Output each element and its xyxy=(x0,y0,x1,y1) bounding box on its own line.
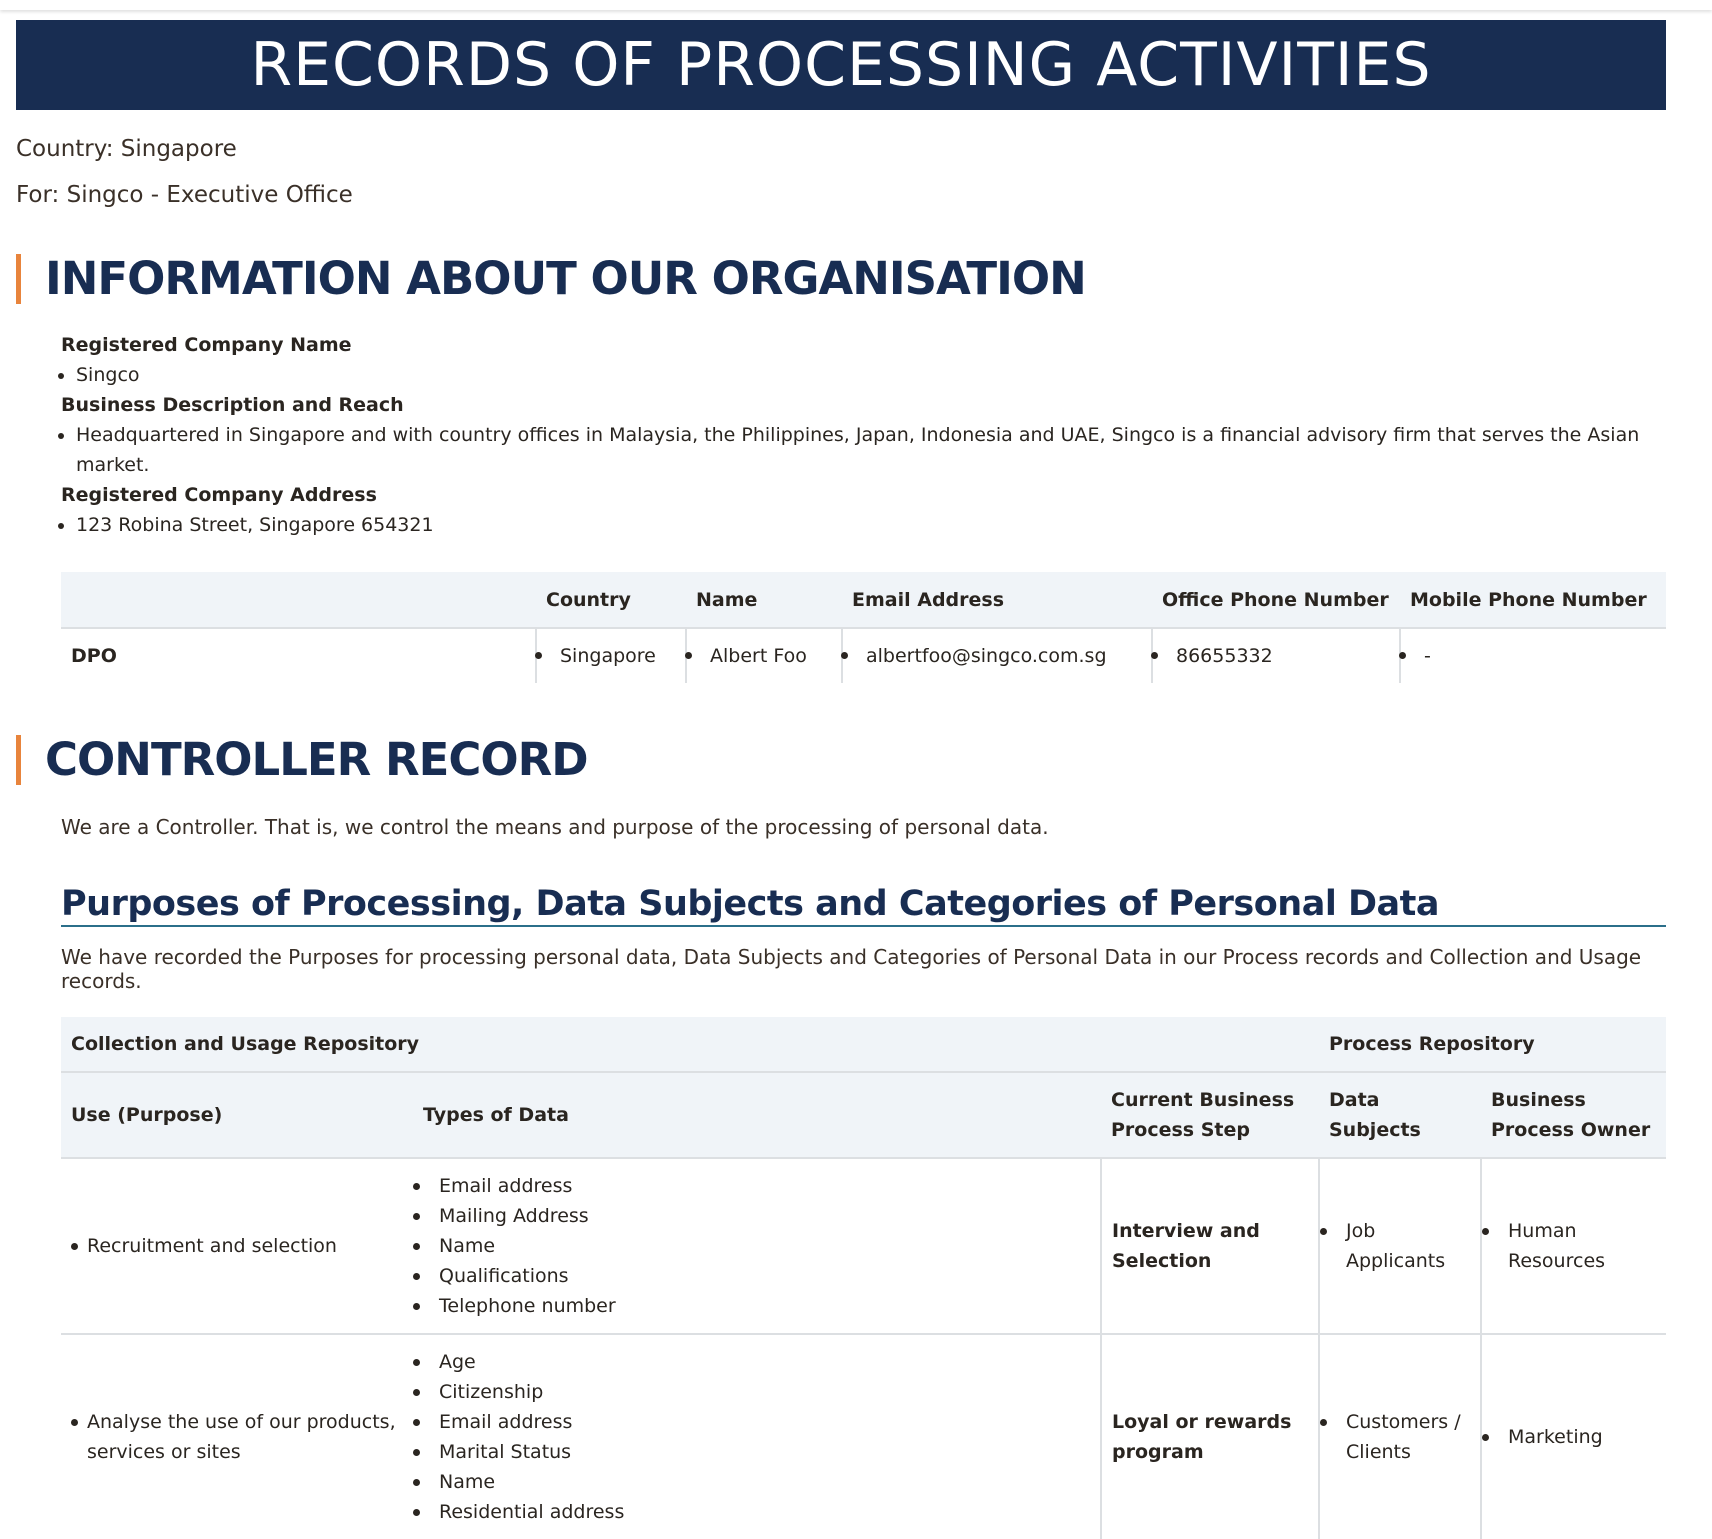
dpo-table-header-row xyxy=(61,572,1666,628)
business-process-step-header: Current Business Process Step xyxy=(1101,1072,1319,1158)
use-value: Recruitment and selection xyxy=(71,1231,403,1261)
collection-repository-header: Collection and Usage Repository xyxy=(61,1017,1319,1072)
dpo-header-mobile-phone: Mobile Phone Number xyxy=(1400,572,1666,628)
dpo-email-cell xyxy=(842,628,1152,683)
company-name-value: • Singco xyxy=(76,360,1666,390)
for-line: For: Singco - Executive Office xyxy=(16,182,353,208)
page-title: RECORDS OF PROCESSING ACTIVITIES xyxy=(250,30,1432,100)
data-type-item: Age xyxy=(423,1347,1090,1377)
data-type-item: Marital Status xyxy=(423,1437,1090,1467)
company-address-list xyxy=(46,510,1666,540)
data-type-item: Email address xyxy=(423,1407,1090,1437)
dpo-table xyxy=(61,572,1666,683)
dpo-header-email: Email Address xyxy=(842,572,1152,628)
dpo-office-phone-value: 86655332 xyxy=(1176,645,1273,667)
use-cell xyxy=(61,1334,413,1539)
data-type-item: Qualifications xyxy=(423,1261,1090,1291)
table-row xyxy=(61,1158,1666,1334)
dpo-header-office-phone: Office Phone Number xyxy=(1152,572,1400,628)
document-page xyxy=(16,20,1666,1539)
company-address-value: • 123 Robina Street, Singapore 654321 xyxy=(76,510,1666,540)
table-row xyxy=(61,1334,1666,1539)
purposes-table xyxy=(61,1017,1666,1539)
controller-intro: We are a Controller. That is, we control the means and purpose of the processing of personal data. xyxy=(61,815,1049,839)
process-repository-header: Process Repository xyxy=(1319,1017,1666,1072)
business-process-step-cell: Interview and Selection xyxy=(1101,1158,1319,1334)
data-subject-item: Customers / Clients xyxy=(1330,1407,1470,1467)
dpo-header-empty xyxy=(61,572,536,628)
data-type-item: Citizenship xyxy=(423,1377,1090,1407)
business-process-owner-cell xyxy=(1481,1158,1666,1334)
data-type-item: Telephone number xyxy=(423,1291,1090,1321)
types-cell xyxy=(413,1334,1101,1539)
data-subjects-cell xyxy=(1319,1158,1481,1334)
data-subjects-cell xyxy=(1319,1334,1481,1539)
browser-top-edge xyxy=(0,0,1712,10)
data-type-item: Name xyxy=(423,1231,1090,1261)
business-description-label: Business Description and Reach xyxy=(61,394,404,416)
company-address-label: Registered Company Address xyxy=(61,484,377,506)
dpo-country-cell xyxy=(536,628,686,683)
data-subjects-header: Data Subjects xyxy=(1319,1072,1481,1158)
company-name-label: Registered Company Name xyxy=(61,334,352,356)
country-line: Country: Singapore xyxy=(16,136,237,162)
dpo-mobile-phone-cell xyxy=(1400,628,1666,683)
purposes-column-header-row xyxy=(61,1072,1666,1158)
dpo-email-value: albertfoo@singco.com.sg xyxy=(866,645,1107,667)
dpo-country-value: Singapore xyxy=(560,645,656,667)
business-description-list xyxy=(46,420,1666,480)
process-owner-item: Marketing xyxy=(1492,1422,1656,1452)
controller-section-heading: CONTROLLER RECORD xyxy=(16,735,1666,785)
dpo-name-value: Albert Foo xyxy=(710,645,807,667)
purposes-intro: We have recorded the Purposes for processing personal data, Data Subjects and Categories of Personal Data in our Process records and Collection and Usage records. xyxy=(61,945,1642,993)
dpo-header-country: Country xyxy=(536,572,686,628)
purposes-group-header-row xyxy=(61,1017,1666,1072)
business-process-step-cell: Loyal or rewards program xyxy=(1101,1334,1319,1539)
dpo-name-cell xyxy=(686,628,842,683)
data-type-item: Residential address xyxy=(423,1497,1090,1527)
use-cell xyxy=(61,1158,413,1334)
use-value: Analyse the use of our products, services or sites xyxy=(71,1407,403,1467)
purposes-heading: Purposes of Processing, Data Subjects and Categories of Personal Data xyxy=(61,883,1666,927)
org-info xyxy=(61,330,1666,540)
dpo-header-name: Name xyxy=(686,572,842,628)
title-banner xyxy=(16,20,1666,110)
business-description-value: • Headquartered in Singapore and with country offices in Malaysia, the Philippines, Japan, Indonesia and UAE, Singco is a financial advisory firm that serves the Asian market. xyxy=(76,420,1666,480)
data-type-item: Email address xyxy=(423,1171,1090,1201)
business-process-owner-header: Business Process Owner xyxy=(1481,1072,1666,1158)
use-purpose-header: Use (Purpose) xyxy=(61,1072,413,1158)
table-row xyxy=(61,628,1666,683)
dpo-role-cell: DPO xyxy=(71,645,117,667)
data-subject-item: Job Applicants xyxy=(1330,1216,1470,1276)
dpo-mobile-phone-value: - xyxy=(1424,645,1431,667)
business-process-owner-cell xyxy=(1481,1334,1666,1539)
org-section-heading: INFORMATION ABOUT OUR ORGANISATION xyxy=(16,254,1666,304)
dpo-office-phone-cell xyxy=(1152,628,1400,683)
data-type-item: Mailing Address xyxy=(423,1201,1090,1231)
types-cell xyxy=(413,1158,1101,1334)
company-name-list xyxy=(46,360,1666,390)
process-owner-item: Human Resources xyxy=(1492,1216,1656,1276)
types-of-data-header: Types of Data xyxy=(413,1072,1101,1158)
data-type-item: Name xyxy=(423,1467,1090,1497)
